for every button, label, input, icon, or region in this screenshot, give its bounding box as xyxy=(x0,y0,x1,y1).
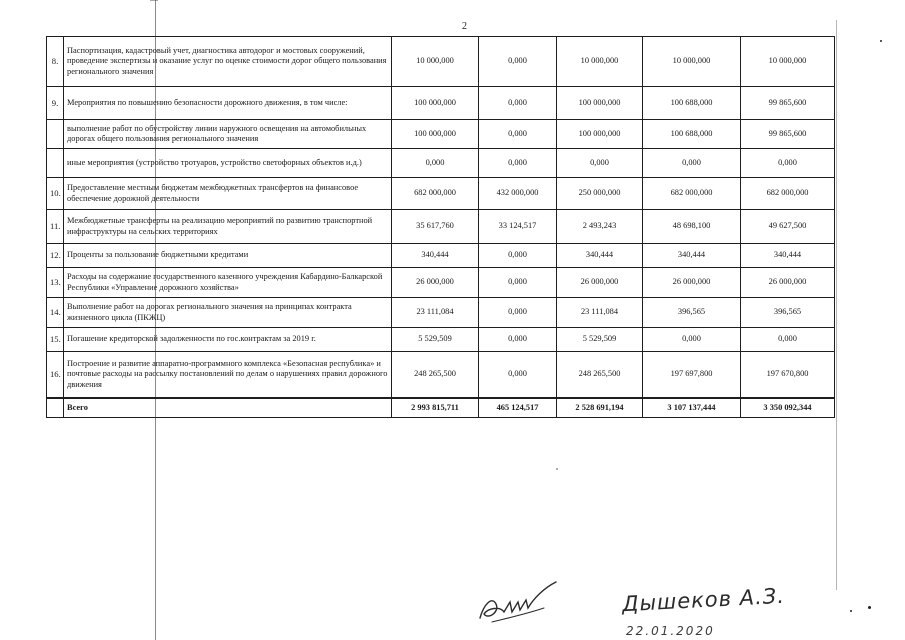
amount-cell: 0,000 xyxy=(479,268,557,298)
row-number xyxy=(47,120,64,149)
amount-cell: 340,444 xyxy=(392,244,479,268)
amount-cell: 35 617,760 xyxy=(392,210,479,244)
row-number: 8. xyxy=(47,37,64,87)
amount-cell: 248 265,500 xyxy=(557,352,643,398)
row-description: Паспортизация, кадастровый учет, диагностика автодорог и мостовых сооружений, проведение экспертизы и оказание услуг по оценке стоимости дорог общего пользования регионального значения xyxy=(64,37,392,87)
table-row xyxy=(47,120,835,149)
amount-cell: 0,000 xyxy=(479,328,557,352)
table-row xyxy=(47,149,835,178)
amount-cell: 0,000 xyxy=(479,244,557,268)
amount-cell: 0,000 xyxy=(392,149,479,178)
table-row xyxy=(47,244,835,268)
table-row xyxy=(47,178,835,210)
row-description: выполнение работ по обустройству линии наружного освещения на автомобильных дорогах общего пользования регионального значения xyxy=(64,120,392,149)
amount-cell: 197 697,800 xyxy=(643,352,741,398)
scan-top-edge-mark xyxy=(150,0,158,1)
row-description: Расходы на содержание государственного казенного учреждения Кабардино-Балкарской Республики «Управление дорожного хозяйства» xyxy=(64,268,392,298)
amount-cell: 26 000,000 xyxy=(392,268,479,298)
handwritten-signature xyxy=(474,578,564,628)
table-row xyxy=(47,37,835,87)
row-number: 9. xyxy=(47,87,64,120)
row-description: Предоставление местным бюджетам межбюджетных трансфертов на финансовое обеспечение дорожной деятельности xyxy=(64,178,392,210)
amount-cell: 10 000,000 xyxy=(392,37,479,87)
amount-cell: 0,000 xyxy=(479,37,557,87)
row-number: 16. xyxy=(47,352,64,398)
scan-speck xyxy=(880,40,882,42)
amount-cell: 248 265,500 xyxy=(392,352,479,398)
amount-cell: 100 688,000 xyxy=(643,120,741,149)
amount-cell: 99 865,600 xyxy=(741,120,835,149)
amount-cell: 340,444 xyxy=(741,244,835,268)
row-description: Построение и развитие аппаратно-программного комплекса «Безопасная республика» и почтовые расходы на рассылку постановлений по делам о нарушениях правил дорожного движения xyxy=(64,352,392,398)
row-number: 12. xyxy=(47,244,64,268)
amount-cell: 2 493,243 xyxy=(557,210,643,244)
handwritten-date: 22.01.2020 xyxy=(626,624,715,638)
amount-cell: 0,000 xyxy=(643,328,741,352)
amount-cell: 100 000,000 xyxy=(557,87,643,120)
amount-cell: 23 111,084 xyxy=(557,298,643,328)
table-body xyxy=(47,37,835,418)
table-row xyxy=(47,328,835,352)
page-number: 2 xyxy=(462,21,467,32)
amount-cell: 197 670,800 xyxy=(741,352,835,398)
total-label: Всего xyxy=(64,398,392,418)
row-description: Проценты за пользование бюджетными кредитами xyxy=(64,244,392,268)
amount-cell: 10 000,000 xyxy=(741,37,835,87)
row-description: Мероприятия по повышению безопасности дорожного движения, в том числе: xyxy=(64,87,392,120)
row-description: Выполнение работ на дорогах регионального значения на принципах контракта жизненного цикла (ПКЖЦ) xyxy=(64,298,392,328)
row-description: Погашение кредиторской задолженности по гос.контрактам за 2019 г. xyxy=(64,328,392,352)
total-amount-cell: 465 124,517 xyxy=(479,398,557,418)
amount-cell: 682 000,000 xyxy=(392,178,479,210)
total-amount-cell: 2 993 815,711 xyxy=(392,398,479,418)
amount-cell: 49 627,500 xyxy=(741,210,835,244)
amount-cell: 396,565 xyxy=(741,298,835,328)
amount-cell: 33 124,517 xyxy=(479,210,557,244)
amount-cell: 0,000 xyxy=(741,149,835,178)
amount-cell: 0,000 xyxy=(479,298,557,328)
scan-speck xyxy=(850,610,852,612)
total-row xyxy=(47,398,835,418)
amount-cell: 48 698,100 xyxy=(643,210,741,244)
amount-cell: 0,000 xyxy=(479,149,557,178)
amount-cell: 5 529,509 xyxy=(392,328,479,352)
total-row-number xyxy=(47,398,64,418)
row-number: 13. xyxy=(47,268,64,298)
amount-cell: 26 000,000 xyxy=(557,268,643,298)
total-amount-cell: 3 107 137,444 xyxy=(643,398,741,418)
amount-cell: 26 000,000 xyxy=(741,268,835,298)
amount-cell: 250 000,000 xyxy=(557,178,643,210)
scan-right-edge-line xyxy=(836,20,837,590)
table-row xyxy=(47,352,835,398)
table-row xyxy=(47,87,835,120)
row-number: 11. xyxy=(47,210,64,244)
amount-cell: 10 000,000 xyxy=(557,37,643,87)
total-amount-cell: 3 350 092,344 xyxy=(741,398,835,418)
handwritten-name: Дышеков А.З. xyxy=(621,583,786,617)
amount-cell: 340,444 xyxy=(643,244,741,268)
amount-cell: 0,000 xyxy=(479,87,557,120)
row-description: Межбюджетные трансферты на реализацию мероприятий по развитию транспортной инфраструктуры на сельских территориях xyxy=(64,210,392,244)
budget-table xyxy=(46,36,835,418)
table-row xyxy=(47,268,835,298)
amount-cell: 10 000,000 xyxy=(643,37,741,87)
amount-cell: 0,000 xyxy=(479,352,557,398)
scan-speck xyxy=(868,606,871,609)
amount-cell: 0,000 xyxy=(741,328,835,352)
amount-cell: 682 000,000 xyxy=(643,178,741,210)
amount-cell: 100 000,000 xyxy=(557,120,643,149)
total-amount-cell: 2 528 691,194 xyxy=(557,398,643,418)
amount-cell: 26 000,000 xyxy=(643,268,741,298)
amount-cell: 99 865,600 xyxy=(741,87,835,120)
amount-cell: 432 000,000 xyxy=(479,178,557,210)
amount-cell: 0,000 xyxy=(643,149,741,178)
table-row xyxy=(47,298,835,328)
row-number: 15. xyxy=(47,328,64,352)
amount-cell: 0,000 xyxy=(557,149,643,178)
amount-cell: 100 000,000 xyxy=(392,120,479,149)
amount-cell: 396,565 xyxy=(643,298,741,328)
amount-cell: 0,000 xyxy=(479,120,557,149)
scan-speck xyxy=(556,468,558,470)
row-number: 10. xyxy=(47,178,64,210)
row-number xyxy=(47,149,64,178)
amount-cell: 340,444 xyxy=(557,244,643,268)
row-description: иные мероприятия (устройство тротуаров, устройство светофорных объектов и.д.) xyxy=(64,149,392,178)
table-row xyxy=(47,210,835,244)
amount-cell: 5 529,509 xyxy=(557,328,643,352)
amount-cell: 100 000,000 xyxy=(392,87,479,120)
row-number: 14. xyxy=(47,298,64,328)
amount-cell: 682 000,000 xyxy=(741,178,835,210)
amount-cell: 23 111,084 xyxy=(392,298,479,328)
amount-cell: 100 688,000 xyxy=(643,87,741,120)
